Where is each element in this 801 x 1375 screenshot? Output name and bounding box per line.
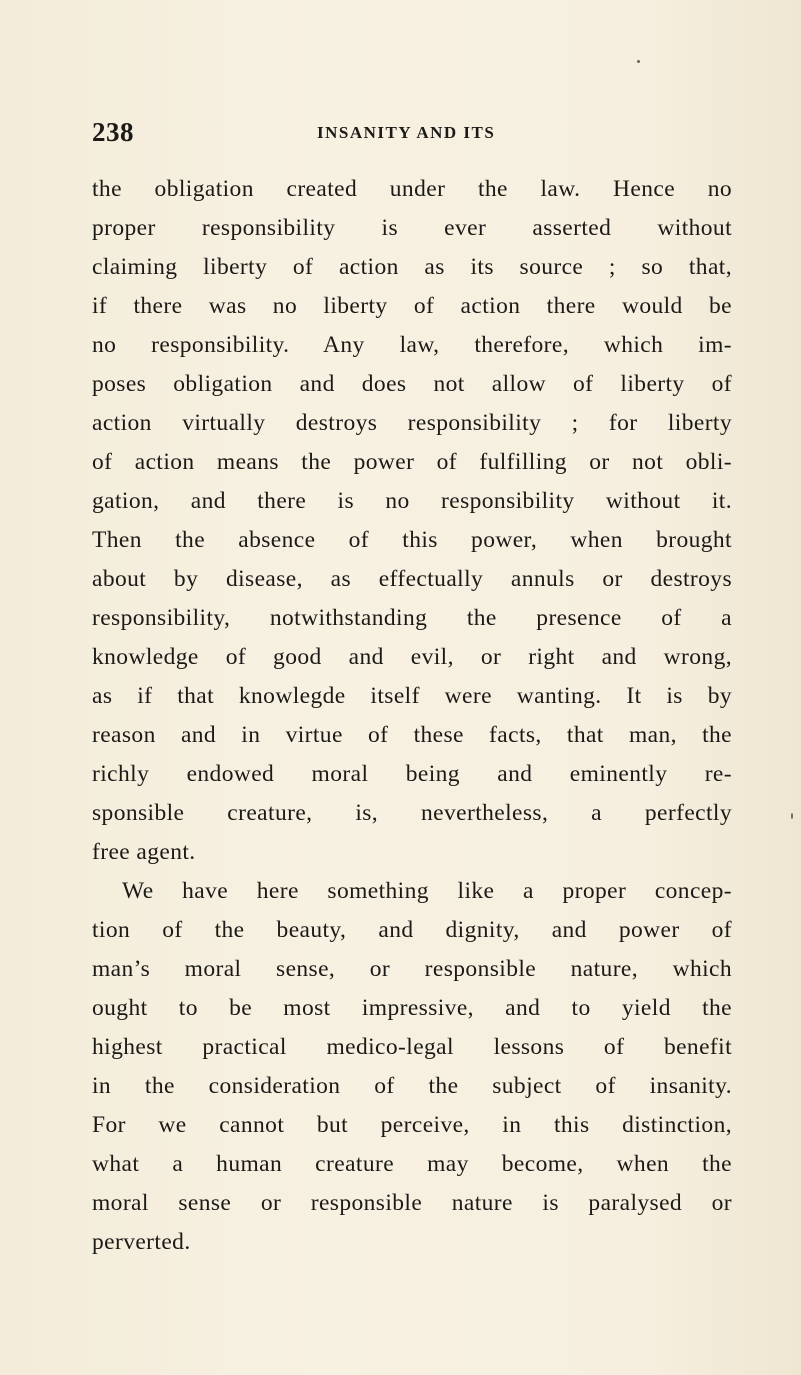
text-line: reason and in virtue of these facts, that man, the (92, 722, 732, 748)
text-line: gation, and there is no responsibility without it. (92, 488, 732, 514)
text-line-paragraph-start: We have here something like a proper concep- (122, 878, 732, 904)
text-line: if there was no liberty of action there would be (92, 293, 732, 319)
body-text (92, 170, 732, 1262)
text-line-paragraph-end: free agent. (92, 839, 196, 865)
text-line: of action means the power of fulfilling or not obli- (92, 449, 732, 475)
page-number: 238 (92, 117, 134, 147)
text-line: poses obligation and does not allow of liberty of (92, 371, 732, 397)
text-line: richly endowed moral being and eminently re- (92, 761, 732, 787)
text-line: moral sense or responsible nature is paralysed or (92, 1190, 732, 1216)
text-line: ought to be most impressive, and to yield the (92, 995, 732, 1021)
text-line: as if that knowlegde itself were wanting. It is by (92, 683, 732, 709)
text-line: knowledge of good and evil, or right and wrong, (92, 644, 732, 670)
paper-speck (791, 813, 793, 819)
text-line: sponsible creature, is, nevertheless, a perfectly (92, 800, 732, 826)
text-line: responsibility, notwithstanding the presence of a (92, 605, 732, 631)
paper-speck (637, 60, 640, 63)
running-head (92, 117, 732, 151)
text-line: highest practical medico-legal lessons of benefit (92, 1034, 732, 1060)
text-line: in the consideration of the subject of insanity. (92, 1073, 732, 1099)
text-line: man’s moral sense, or responsible nature, which (92, 956, 732, 982)
text-line: proper responsibility is ever asserted without (92, 215, 732, 241)
text-line: claiming liberty of action as its source ; so that, (92, 254, 732, 280)
text-line: tion of the beauty, and dignity, and power of (92, 917, 732, 943)
text-line: For we cannot but perceive, in this distinction, (92, 1112, 732, 1138)
text-line: action virtually destroys responsibility ; for liberty (92, 410, 732, 436)
running-title: INSANITY AND ITS (317, 123, 496, 142)
text-line: no responsibility. Any law, therefore, which im- (92, 332, 732, 358)
text-line: about by disease, as effectually annuls or destroys (92, 566, 732, 592)
text-line: the obligation created under the law. Hence no (92, 176, 732, 202)
text-line-paragraph-end: perverted. (92, 1229, 191, 1255)
text-line: Then the absence of this power, when brought (92, 527, 732, 553)
text-line: what a human creature may become, when the (92, 1151, 732, 1177)
